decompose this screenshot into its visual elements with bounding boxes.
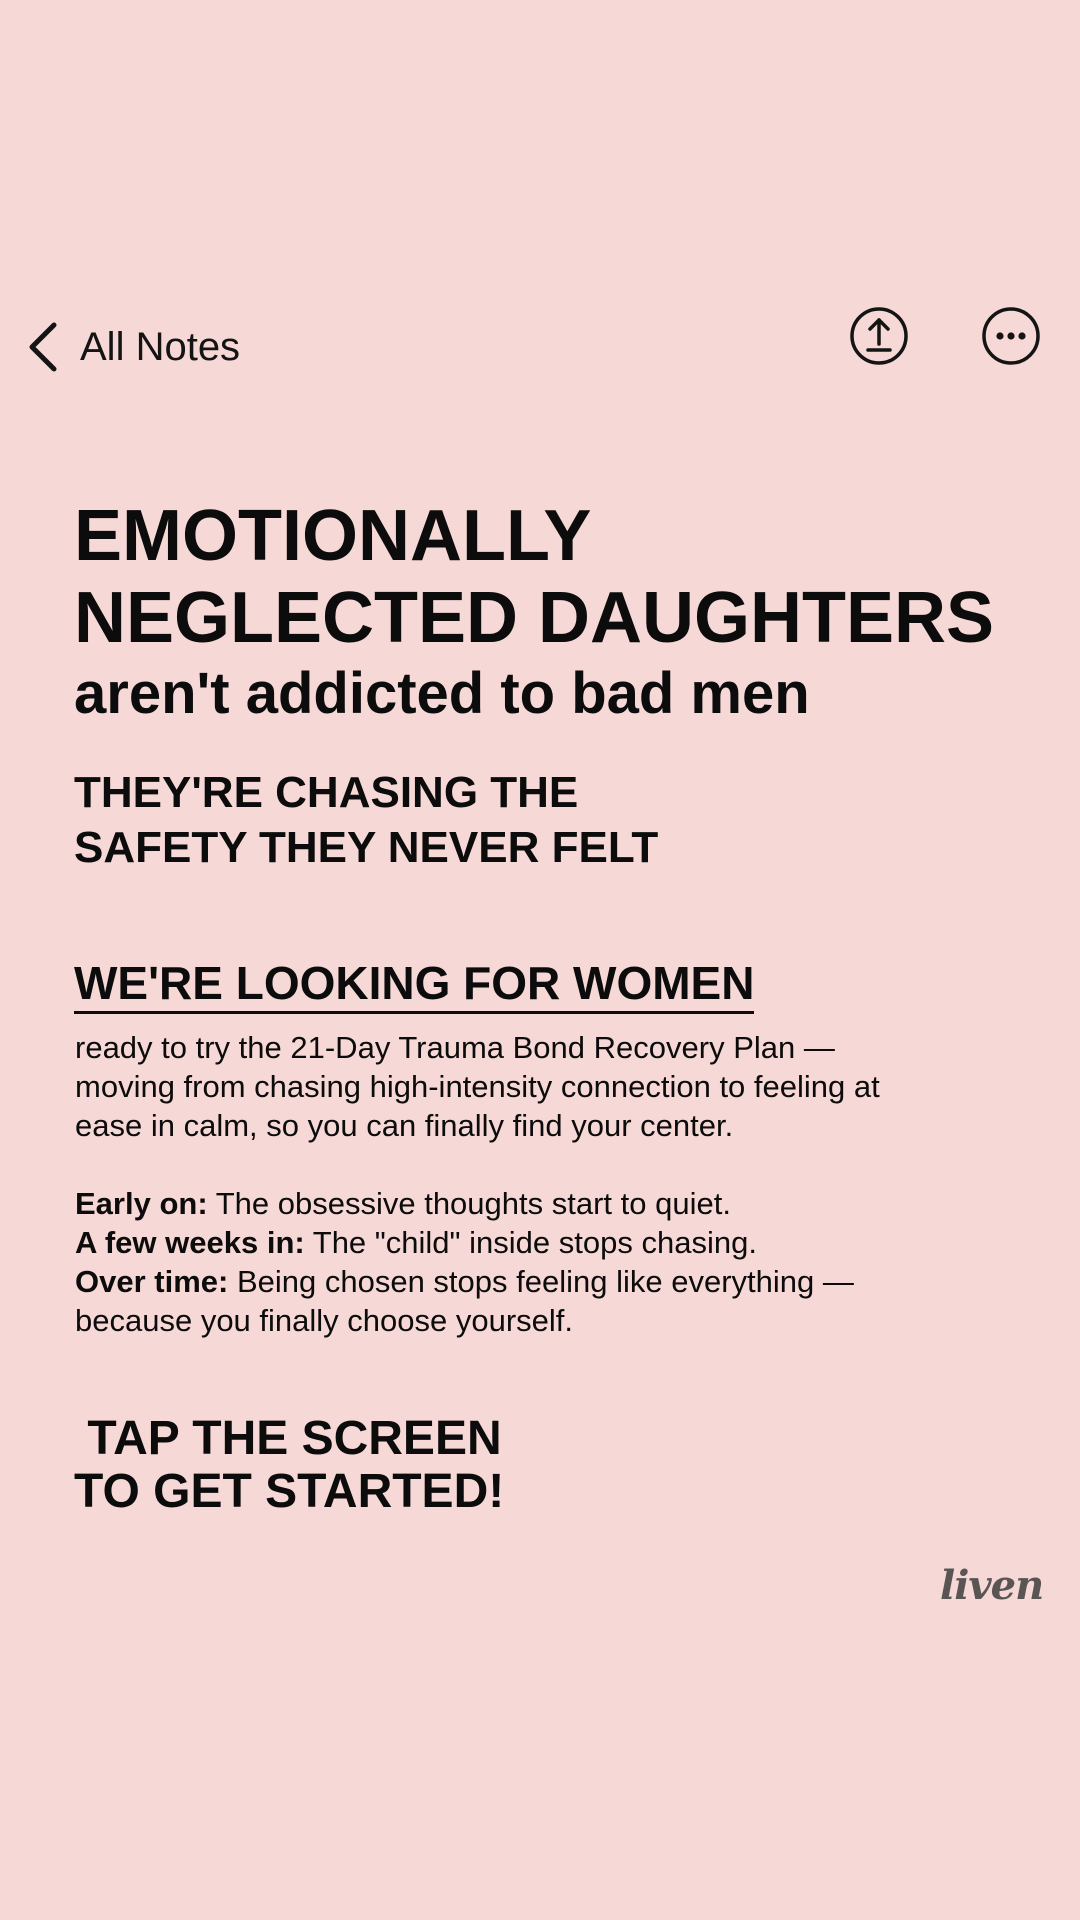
back-label: All Notes [80, 324, 241, 369]
share-button[interactable] [849, 306, 909, 366]
timeline-item [75, 1223, 935, 1262]
note-content[interactable] [74, 495, 1014, 1518]
timeline-label: A few weeks in: [75, 1225, 305, 1260]
section-heading-wrap [74, 955, 1014, 1014]
timeline-label: Over time: [75, 1264, 229, 1299]
navigation-bar [0, 300, 1080, 400]
timeline-text: The "child" inside stops chasing. [304, 1225, 757, 1260]
subheadline [74, 765, 1014, 875]
subheadline-line-1: THEY'RE CHASING THE [74, 768, 579, 817]
headline-line-1: EMOTIONALLY [74, 496, 592, 576]
timeline-item [75, 1184, 935, 1223]
more-icon [981, 306, 1041, 366]
timeline-item [75, 1262, 935, 1340]
headline-line-3: aren't addicted to bad men [74, 661, 810, 726]
share-icon [849, 306, 909, 366]
timeline-text: Being chosen stops feeling like everything — because you finally choose yourself. [75, 1264, 854, 1338]
chevron-left-icon [26, 322, 60, 372]
call-to-action[interactable] [74, 1412, 1014, 1518]
section-heading: WE'RE LOOKING FOR WOMEN [74, 955, 754, 1014]
subheadline-line-2: SAFETY THEY NEVER FELT [74, 823, 659, 872]
timeline-label: Early on: [75, 1186, 208, 1221]
back-button[interactable] [26, 322, 240, 372]
headline-line-2: NEGLECTED DAUGHTERS [74, 578, 995, 658]
timeline-text: The obsessive thoughts start to quiet. [207, 1186, 731, 1221]
timeline [75, 1184, 935, 1340]
more-options-button[interactable] [981, 306, 1041, 366]
cta-line-2: TO GET STARTED! [74, 1465, 505, 1518]
section-body: ready to try the 21-Day Trauma Bond Recovery Plan — moving from chasing high-intensity connection to feeling at ease in calm, so you can finally find your center. [75, 1030, 880, 1143]
cta-line-1: TAP THE SCREEN [74, 1412, 502, 1465]
brand-logo: liven [940, 1562, 1044, 1609]
